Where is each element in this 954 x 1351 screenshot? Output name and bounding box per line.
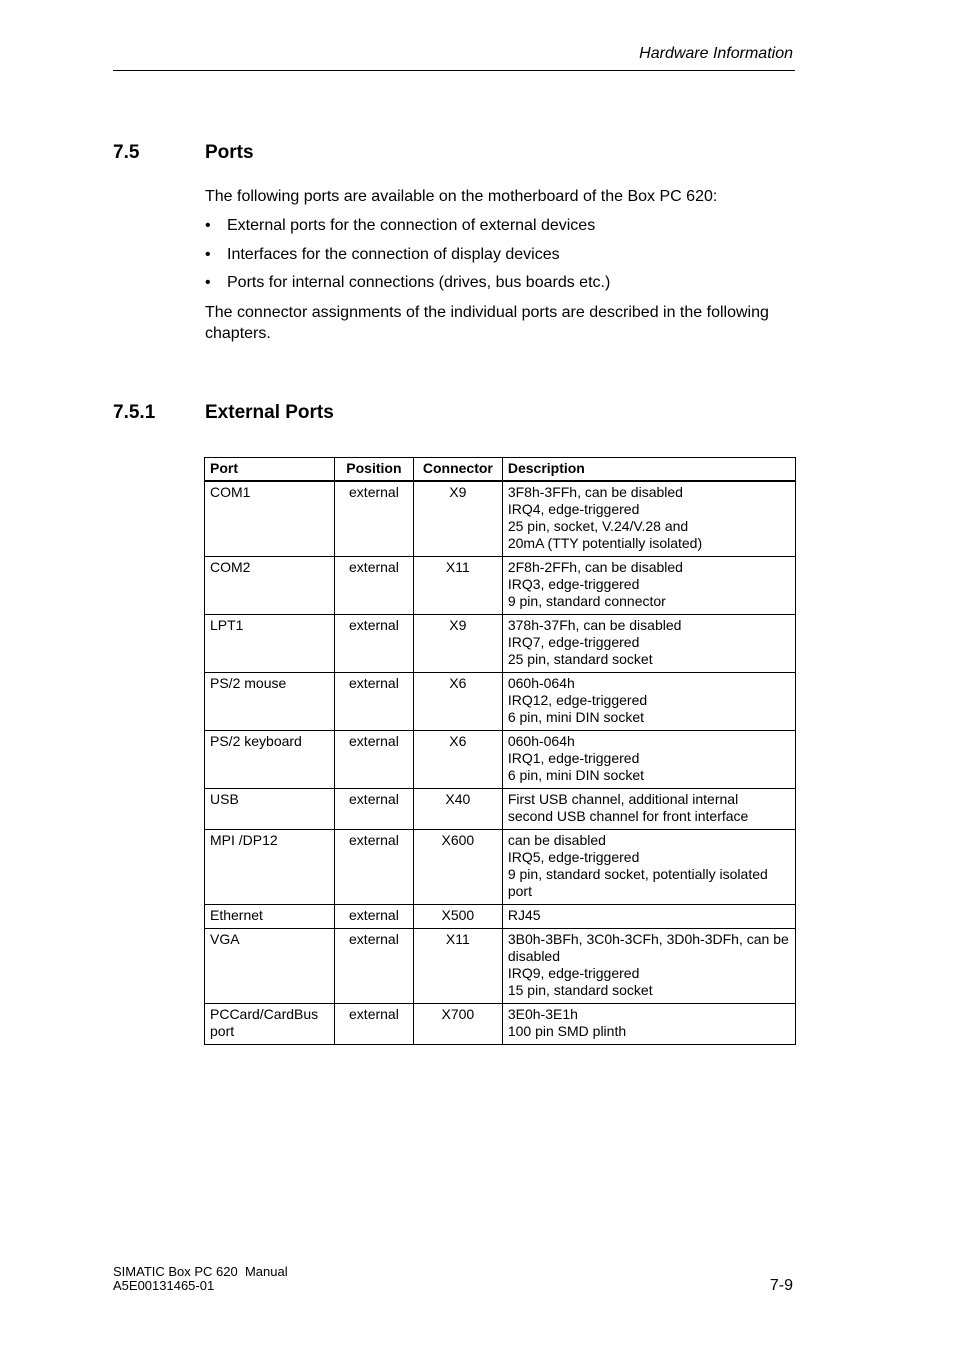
bullet-icon: • (205, 274, 211, 291)
description-line: 060h-064h (507, 675, 575, 691)
section-number: 7.5 (113, 142, 140, 163)
description-line: IRQ4, edge-triggered (507, 501, 640, 517)
header-port: Port (205, 458, 335, 482)
cell-port: VGA (205, 929, 335, 1004)
description-line: IRQ7, edge-triggered (507, 634, 640, 650)
description-line: 2F8h-2FFh, can be disabled (507, 559, 683, 575)
cell-position: external (334, 905, 413, 929)
bullet-icon: • (205, 245, 211, 263)
cell-port: Ethernet (205, 905, 335, 929)
cell-port: COM1 (205, 481, 335, 557)
description-line: IRQ9, edge-triggered (507, 965, 640, 981)
list-item (205, 215, 795, 244)
cell-port: PS/2 keyboard (205, 731, 335, 789)
cell-connector: X500 (413, 905, 502, 929)
cell-port: COM2 (205, 557, 335, 615)
cell-connector: X11 (413, 557, 502, 615)
cell-connector: X600 (413, 830, 502, 905)
description-line: 378h-37Fh, can be disabled (507, 617, 682, 633)
bullet-text: External ports for the connection of external devices (227, 217, 596, 234)
cell-connector: X9 (413, 615, 502, 673)
cell-description (502, 557, 795, 615)
description-line: 15 pin, standard socket (507, 982, 653, 998)
cell-description (502, 905, 795, 929)
cell-connector: X6 (413, 731, 502, 789)
list-item (205, 244, 795, 273)
description-line: RJ45 (507, 907, 541, 923)
footer-manual-title: SIMATIC Box PC 620 Manual (113, 1264, 288, 1279)
cell-description (502, 789, 795, 830)
description-line: IRQ12, edge-triggered (507, 692, 648, 708)
cell-position: external (334, 481, 413, 557)
cell-position: external (334, 789, 413, 830)
cell-connector: X6 (413, 673, 502, 731)
cell-position: external (334, 615, 413, 673)
cell-position: external (334, 1004, 413, 1045)
footer-doc-number: A5E00131465-01 (113, 1278, 215, 1293)
cell-position: external (334, 830, 413, 905)
description-line: second USB channel for front interface (507, 808, 749, 824)
cell-description (502, 615, 795, 673)
description-line: 100 pin SMD plinth (507, 1023, 627, 1039)
description-line: IRQ3, edge-triggered (507, 576, 640, 592)
bullet-text: Ports for internal connections (drives, bus boards etc.) (227, 274, 611, 291)
section-title: Ports (205, 142, 254, 163)
table-row (205, 673, 796, 731)
description-line: 25 pin, standard socket (507, 651, 653, 667)
list-item (205, 272, 795, 301)
header-rule (113, 70, 795, 71)
cell-connector: X40 (413, 789, 502, 830)
cell-port: PS/2 mouse (205, 673, 335, 731)
description-line: can be disabled (507, 832, 606, 848)
cell-port: PCCard/CardBus port (205, 1004, 335, 1045)
table-row (205, 929, 796, 1004)
description-line: IRQ1, edge-triggered (507, 750, 640, 766)
cell-connector: X700 (413, 1004, 502, 1045)
description-line: 3F8h-3FFh, can be disabled (507, 484, 683, 500)
table-header-row (205, 458, 796, 482)
cell-position: external (334, 929, 413, 1004)
description-line: 20mA (TTY potentially isolated) (507, 535, 703, 551)
section-closing: The connector assignments of the individual ports are described in the following chapters. (205, 304, 769, 342)
description-line: 3B0h-3BFh, 3C0h-3CFh, 3D0h-3DFh, can be disabled (507, 931, 789, 964)
cell-description (502, 731, 795, 789)
header-position: Position (334, 458, 413, 482)
description-line: First USB channel, additional internal (507, 791, 739, 807)
table-row (205, 789, 796, 830)
description-line: 6 pin, mini DIN socket (507, 709, 645, 725)
cell-description (502, 1004, 795, 1045)
table-row (205, 615, 796, 673)
cell-port: LPT1 (205, 615, 335, 673)
table-row (205, 481, 796, 557)
cell-position: external (334, 557, 413, 615)
description-line: 060h-064h (507, 733, 575, 749)
table-row (205, 905, 796, 929)
description-line: 3E0h-3E1h (507, 1006, 578, 1022)
cell-connector: X11 (413, 929, 502, 1004)
header-description: Description (502, 458, 795, 482)
footer-manual-info (113, 1265, 288, 1293)
section-intro: The following ports are available on the motherboard of the Box PC 620: (205, 188, 718, 205)
subsection-number: 7.5.1 (113, 402, 156, 423)
bullet-icon: • (205, 217, 211, 234)
bullet-text: Interfaces for the connection of display devices (227, 245, 560, 263)
cell-description (502, 673, 795, 731)
description-line: IRQ5, edge-triggered (507, 849, 640, 865)
table-row (205, 557, 796, 615)
cell-position: external (334, 731, 413, 789)
bullet-list (205, 215, 795, 301)
running-header: Hardware Information (639, 45, 793, 62)
header-connector: Connector (413, 458, 502, 482)
cell-port: MPI /DP12 (205, 830, 335, 905)
table-row (205, 1004, 796, 1045)
cell-description (502, 830, 795, 905)
subsection-title: External Ports (205, 402, 334, 423)
description-line: 9 pin, standard connector (507, 593, 666, 609)
description-line: 25 pin, socket, V.24/V.28 and (507, 518, 689, 534)
page-number: 7-9 (769, 1277, 793, 1294)
table-row (205, 830, 796, 905)
cell-position: external (334, 673, 413, 731)
description-line: 9 pin, standard socket, potentially isolated port (507, 866, 768, 899)
cell-description (502, 929, 795, 1004)
description-line: 6 pin, mini DIN socket (507, 767, 645, 783)
table-row (205, 731, 796, 789)
cell-description (502, 481, 795, 557)
cell-connector: X9 (413, 481, 502, 557)
ports-table (204, 457, 796, 1045)
cell-port: USB (205, 789, 335, 830)
